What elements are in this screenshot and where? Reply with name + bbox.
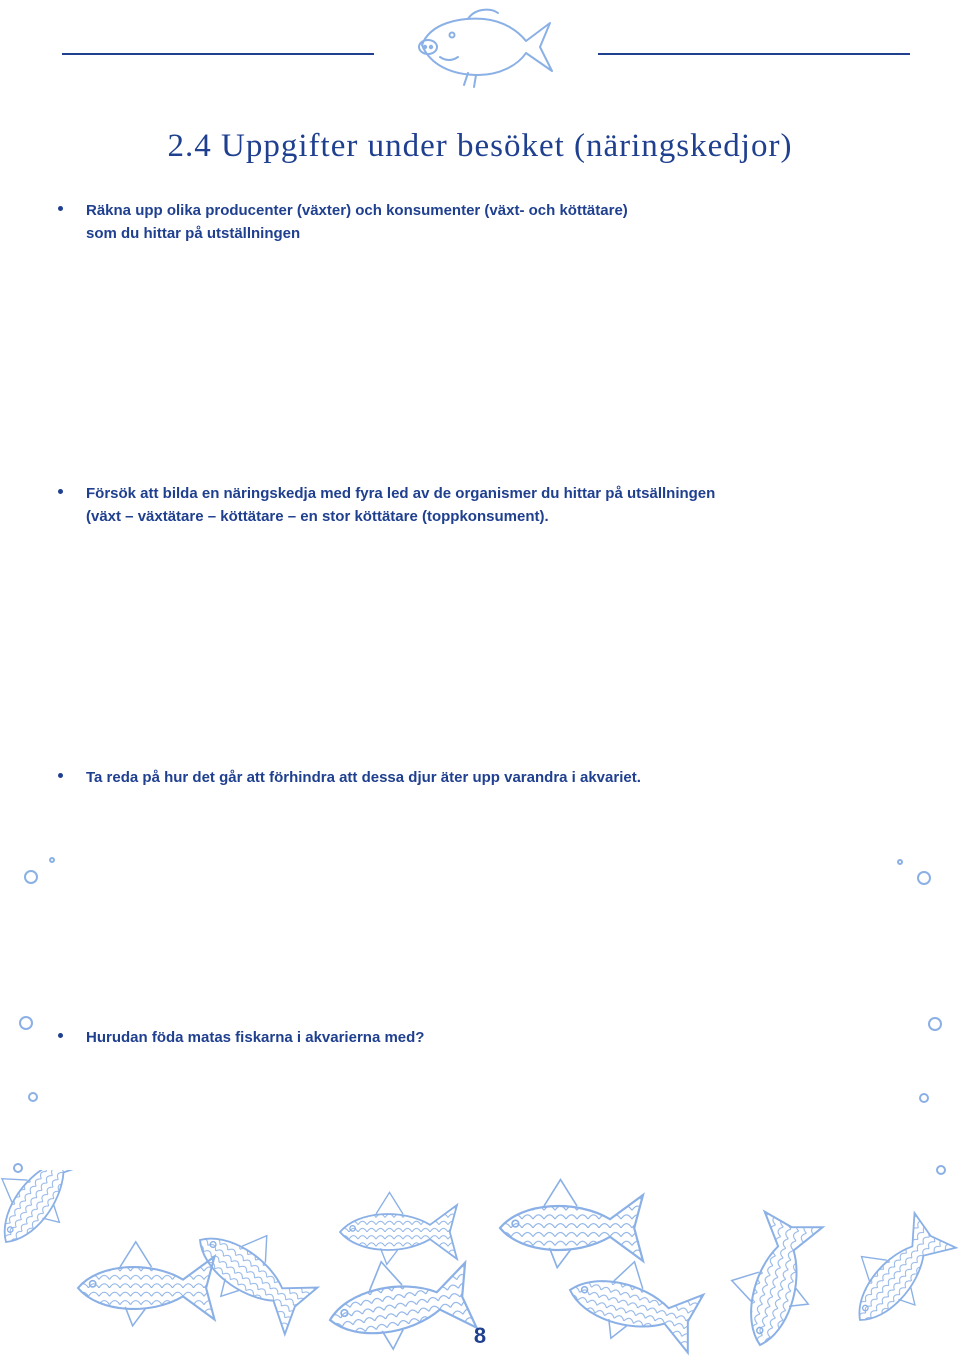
header-fish-icon [412, 5, 558, 89]
bullet-dot [58, 206, 63, 211]
bullet-line: Försök att bilda en näringskedja med fyra led av de organismer du hittar på utsällningen [86, 485, 716, 502]
bullet-text [86, 766, 918, 789]
task-bullet-producers [58, 199, 918, 245]
bullet-line: som du hittar på utställningen [86, 225, 301, 242]
bullet-line: Ta reda på hur det går att förhindra att dessa djur äter upp varandra i akvariet. [86, 769, 641, 786]
task-bullet-food-chain [58, 482, 918, 528]
page-title: 2.4 Uppgifter under besöket (näringskedjor) [167, 128, 793, 164]
bullet-dot [58, 489, 63, 494]
bullet-text [86, 482, 918, 528]
bullet-line: (växt – växtätare – köttätare – en stor köttätare (toppkonsument). [86, 508, 549, 525]
bullet-line: Räkna upp olika producenter (växter) och konsumenter (växt- och köttätare) [86, 202, 628, 219]
header-rule-left [62, 53, 374, 55]
bullet-dot [58, 773, 63, 778]
page-number: 8 [473, 1323, 487, 1348]
header-rule-right [598, 53, 910, 55]
task-bullet-prevent-eating [58, 766, 918, 789]
bullet-line: Hurudan föda matas fiskarna i akvarierna med? [86, 1029, 425, 1046]
bubble-decoration [0, 840, 960, 1180]
bullet-text [86, 199, 918, 245]
